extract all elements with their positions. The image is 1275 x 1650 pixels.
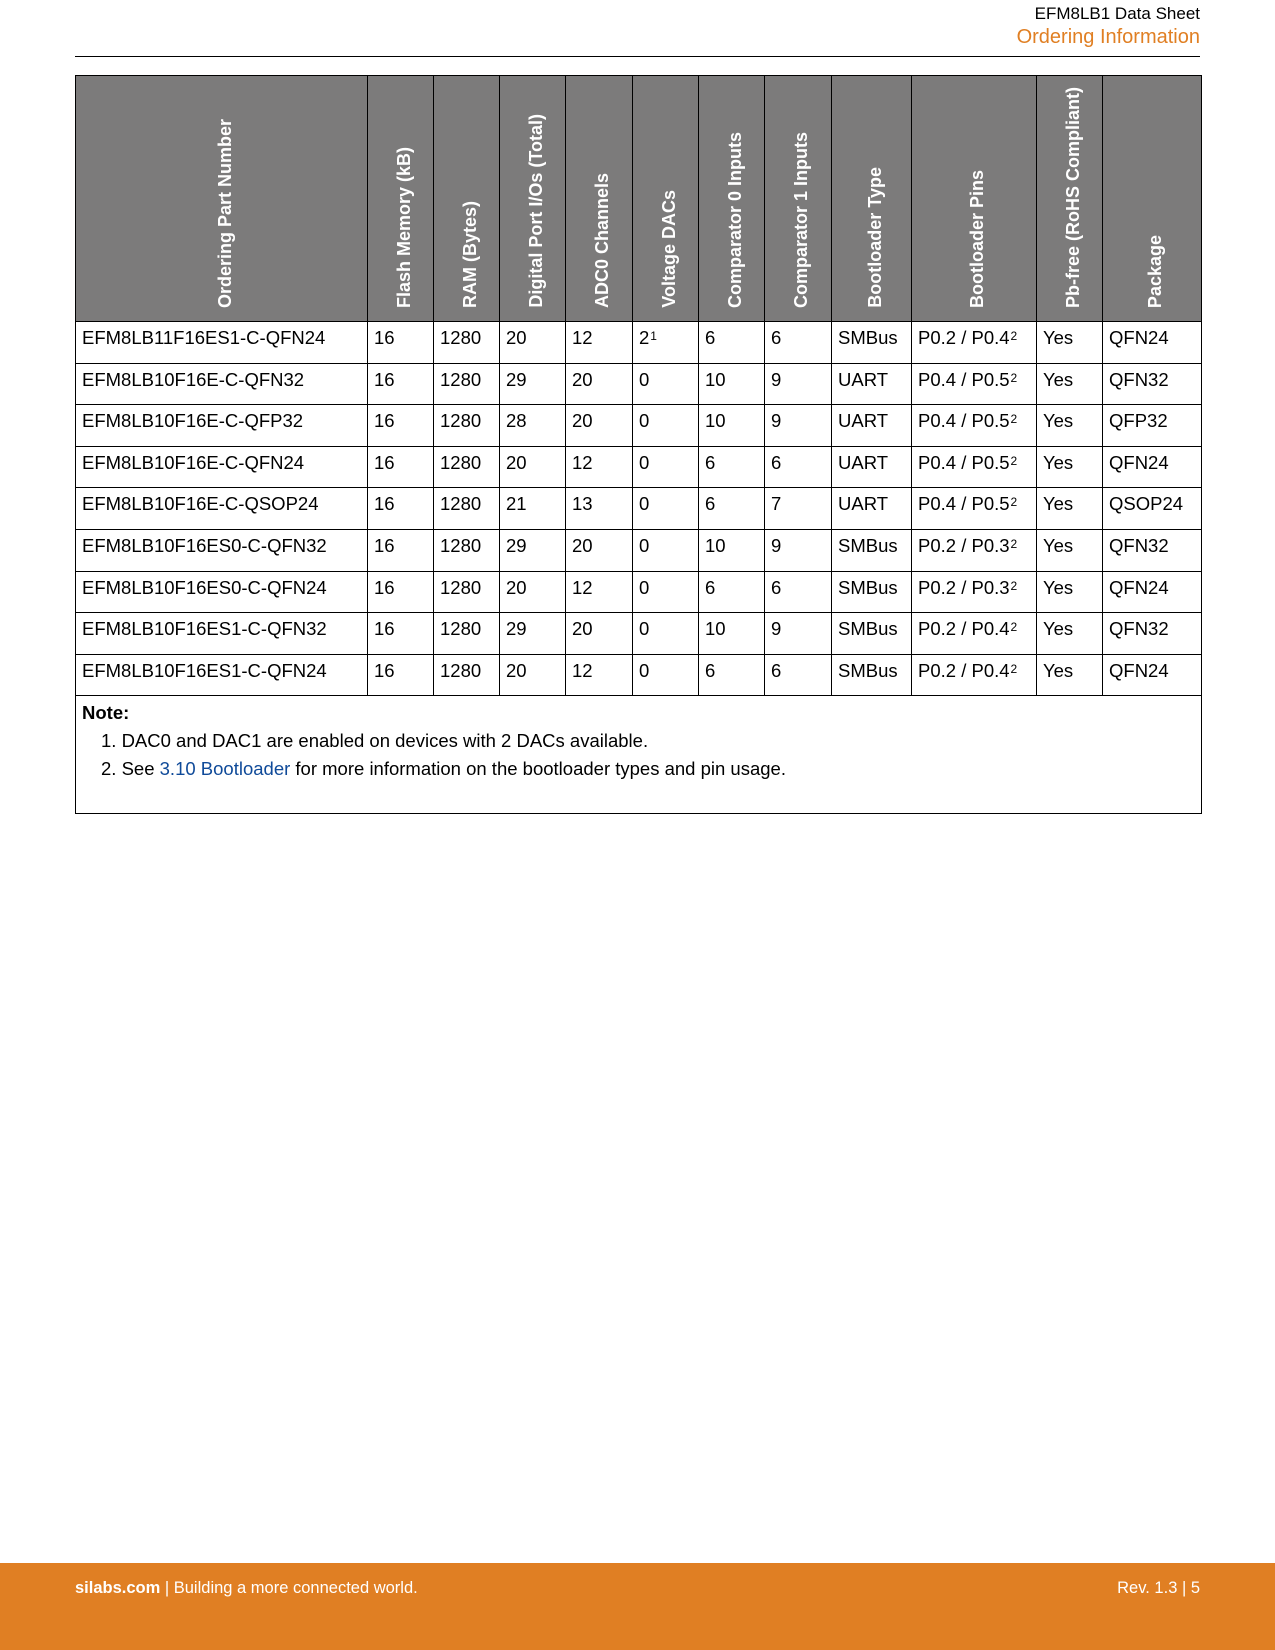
table-cell: SMBus xyxy=(832,529,912,571)
table-cell: 6 xyxy=(765,322,832,364)
table-cell: 6 xyxy=(699,654,765,696)
table-cell: QFN24 xyxy=(1103,654,1202,696)
table-cell: 28 xyxy=(500,405,566,447)
table-cell: EFM8LB10F16ES1-C-QFN24 xyxy=(76,654,368,696)
footnote-marker: 2 xyxy=(1010,329,1018,343)
table-cell: 6 xyxy=(699,322,765,364)
table-cell: 10 xyxy=(699,405,765,447)
column-header: Bootloader Type xyxy=(832,76,912,322)
table-cell: Yes xyxy=(1037,654,1103,696)
table-cell: Yes xyxy=(1037,363,1103,405)
table-cell: 20 xyxy=(566,529,633,571)
table-cell: 0 xyxy=(633,571,699,613)
table-cell: 20 xyxy=(500,654,566,696)
table-cell: 0 xyxy=(633,654,699,696)
table-cell: EFM8LB10F16ES0-C-QFN24 xyxy=(76,571,368,613)
table-cell: 21 xyxy=(500,488,566,530)
table-cell: 20 xyxy=(566,363,633,405)
table-cell: 6 xyxy=(699,488,765,530)
table-cell: 1280 xyxy=(434,571,500,613)
table-cell: 6 xyxy=(765,571,832,613)
table-cell: 20 xyxy=(566,613,633,655)
table-cell: $P0.2 / P0.3^2$ xyxy=(912,529,1037,571)
table-cell: QFN32 xyxy=(1103,613,1202,655)
table-row xyxy=(76,571,1202,613)
table-note xyxy=(76,696,1202,814)
column-header: Comparator 1 Inputs xyxy=(765,76,832,322)
table-cell: 16 xyxy=(368,322,434,364)
table-cell: QFN24 xyxy=(1103,571,1202,613)
column-header: Ordering Part Number xyxy=(76,76,368,322)
table-cell: 1280 xyxy=(434,363,500,405)
table-cell: UART xyxy=(832,446,912,488)
note-title: Note: xyxy=(82,702,130,724)
table-header-row xyxy=(76,76,1202,322)
table-cell: 13 xyxy=(566,488,633,530)
table-cell: UART xyxy=(832,363,912,405)
note-item: 2. See 3.10 Bootloader for more information on the bootloader types and pin usage. xyxy=(101,758,786,780)
table-cell: 10 xyxy=(699,613,765,655)
table-cell: 0 xyxy=(633,488,699,530)
table-cell: $P0.2 / P0.4^2$ xyxy=(912,654,1037,696)
column-header: Digital Port I/Os (Total) xyxy=(500,76,566,322)
table-cell: SMBus xyxy=(832,654,912,696)
header-divider xyxy=(75,56,1200,57)
table-cell: 0 xyxy=(633,529,699,571)
table-cell: Yes xyxy=(1037,529,1103,571)
table-cell: SMBus xyxy=(832,613,912,655)
table-cell: 16 xyxy=(368,529,434,571)
table-cell: UART xyxy=(832,405,912,447)
table-cell: 6 xyxy=(765,654,832,696)
table-cell: 0 xyxy=(633,613,699,655)
footnote-marker: 2 xyxy=(1010,620,1018,635)
column-header: Pb-free (RoHS Compliant) xyxy=(1037,76,1103,322)
table-cell: Yes xyxy=(1037,322,1103,364)
table-cell: 29 xyxy=(500,613,566,655)
table-cell: Yes xyxy=(1037,571,1103,613)
footnote-marker: 2 xyxy=(1010,495,1018,510)
column-header: Voltage DACs xyxy=(633,76,699,322)
table-cell: EFM8LB10F16E-C-QFN32 xyxy=(76,363,368,405)
table-cell: 16 xyxy=(368,488,434,530)
footer-tagline: | Building a more connected world. xyxy=(160,1579,418,1597)
table-cell: 10 xyxy=(699,529,765,571)
table-cell: 10 xyxy=(699,363,765,405)
table-cell: 12 xyxy=(566,446,633,488)
table-cell: Yes xyxy=(1037,446,1103,488)
table-cell: 0 xyxy=(633,363,699,405)
table-cell: 16 xyxy=(368,613,434,655)
table-cell: $P0.2 / P0.4^2$ xyxy=(912,322,1037,364)
table-cell: 0 xyxy=(633,405,699,447)
table-cell: 1280 xyxy=(434,613,500,655)
footnote-marker: 2 xyxy=(1010,536,1018,551)
note-row xyxy=(76,696,1202,814)
table-cell: $P0.4 / P0.5^2$ xyxy=(912,363,1037,405)
table-cell: SMBus xyxy=(832,322,912,364)
table-cell: 7 xyxy=(765,488,832,530)
column-header: Comparator 0 Inputs xyxy=(699,76,765,322)
table-cell: 9 xyxy=(765,363,832,405)
note-item: 1. DAC0 and DAC1 are enabled on devices with 2 DACs available. xyxy=(101,730,649,752)
section-title: Ordering Information xyxy=(1016,26,1200,48)
table-cell: EFM8LB10F16ES0-C-QFN32 xyxy=(76,529,368,571)
table-cell: Yes xyxy=(1037,488,1103,530)
document-title: EFM8LB1 Data Sheet xyxy=(1034,4,1200,23)
table-cell: 1280 xyxy=(434,405,500,447)
table-row xyxy=(76,529,1202,571)
table-row xyxy=(76,613,1202,655)
column-header: ADC0 Channels xyxy=(566,76,633,322)
table-cell: $P0.4 / P0.5^2$ xyxy=(912,446,1037,488)
table-cell: EFM8LB10F16E-C-QFP32 xyxy=(76,405,368,447)
table-row xyxy=(76,446,1202,488)
table-cell: $P0.2 / P0.3^2$ xyxy=(912,571,1037,613)
table-cell: QFN24 xyxy=(1103,322,1202,364)
footnote-marker: 2 xyxy=(1010,578,1018,593)
table-cell: $P0.2 / P0.4^2$ xyxy=(912,613,1037,655)
table-cell: $2^1$ xyxy=(633,322,699,364)
table-cell: 1280 xyxy=(434,322,500,364)
column-header: Package xyxy=(1103,76,1202,322)
column-header: RAM (Bytes) xyxy=(434,76,500,322)
table-cell: 9 xyxy=(765,613,832,655)
table-cell: 12 xyxy=(566,571,633,613)
page-header xyxy=(1017,4,1200,50)
table-cell: 1280 xyxy=(434,654,500,696)
table-cell: 16 xyxy=(368,363,434,405)
table-cell: 9 xyxy=(765,405,832,447)
table-row xyxy=(76,405,1202,447)
table-cell: 6 xyxy=(765,446,832,488)
table-row xyxy=(76,488,1202,530)
table-cell: UART xyxy=(832,488,912,530)
table-cell: SMBus xyxy=(832,571,912,613)
table-cell: 9 xyxy=(765,529,832,571)
table-cell: 29 xyxy=(500,529,566,571)
table-cell: 1280 xyxy=(434,529,500,571)
table-cell: 12 xyxy=(566,654,633,696)
footer-site-link[interactable]: silabs.com xyxy=(75,1579,161,1597)
table-cell: 1280 xyxy=(434,488,500,530)
table-cell: 16 xyxy=(368,654,434,696)
table-cell: QFN32 xyxy=(1103,529,1202,571)
table-cell: 12 xyxy=(566,322,633,364)
table-row xyxy=(76,322,1202,364)
bootloader-section-link[interactable]: 3.10 Bootloader xyxy=(159,758,291,780)
footnote-marker: 2 xyxy=(1010,370,1018,385)
footnote-marker: 2 xyxy=(1010,453,1018,468)
footnote-marker: 2 xyxy=(1010,661,1018,676)
table-cell: QFN24 xyxy=(1103,446,1202,488)
table-cell: EFM8LB11F16ES1-C-QFN24 xyxy=(76,322,368,364)
table-cell: $P0.4 / P0.5^2$ xyxy=(912,405,1037,447)
table-cell: $P0.4 / P0.5^2$ xyxy=(912,488,1037,530)
table-cell: 29 xyxy=(500,363,566,405)
table-row xyxy=(76,654,1202,696)
table-cell: 16 xyxy=(368,446,434,488)
table-cell: EFM8LB10F16ES1-C-QFN32 xyxy=(76,613,368,655)
page-footer xyxy=(0,1563,1275,1650)
table-cell: Yes xyxy=(1037,405,1103,447)
table-cell: 20 xyxy=(566,405,633,447)
table-cell: 6 xyxy=(699,446,765,488)
table-cell: 1280 xyxy=(434,446,500,488)
footer-revision: Rev. 1.3 | 5 xyxy=(1117,1579,1200,1597)
table-cell: 6 xyxy=(699,571,765,613)
table-cell: 16 xyxy=(368,571,434,613)
table-cell: QSOP24 xyxy=(1103,488,1202,530)
table-cell: Yes xyxy=(1037,613,1103,655)
table-cell: EFM8LB10F16E-C-QSOP24 xyxy=(76,488,368,530)
table-cell: QFP32 xyxy=(1103,405,1202,447)
column-header: Bootloader Pins xyxy=(912,76,1037,322)
table-cell: QFN32 xyxy=(1103,363,1202,405)
table-row xyxy=(76,363,1202,405)
footnote-marker: 2 xyxy=(1010,412,1018,427)
table-cell: 20 xyxy=(500,571,566,613)
table-cell: EFM8LB10F16E-C-QFN24 xyxy=(76,446,368,488)
table-cell: 0 xyxy=(633,446,699,488)
footer-branding xyxy=(75,1579,418,1598)
table-cell: 20 xyxy=(500,322,566,364)
table-cell: 20 xyxy=(500,446,566,488)
ordering-table xyxy=(75,75,1202,814)
footnote-marker: 1 xyxy=(650,329,657,343)
table-cell: 16 xyxy=(368,405,434,447)
column-header: Flash Memory (kB) xyxy=(368,76,434,322)
